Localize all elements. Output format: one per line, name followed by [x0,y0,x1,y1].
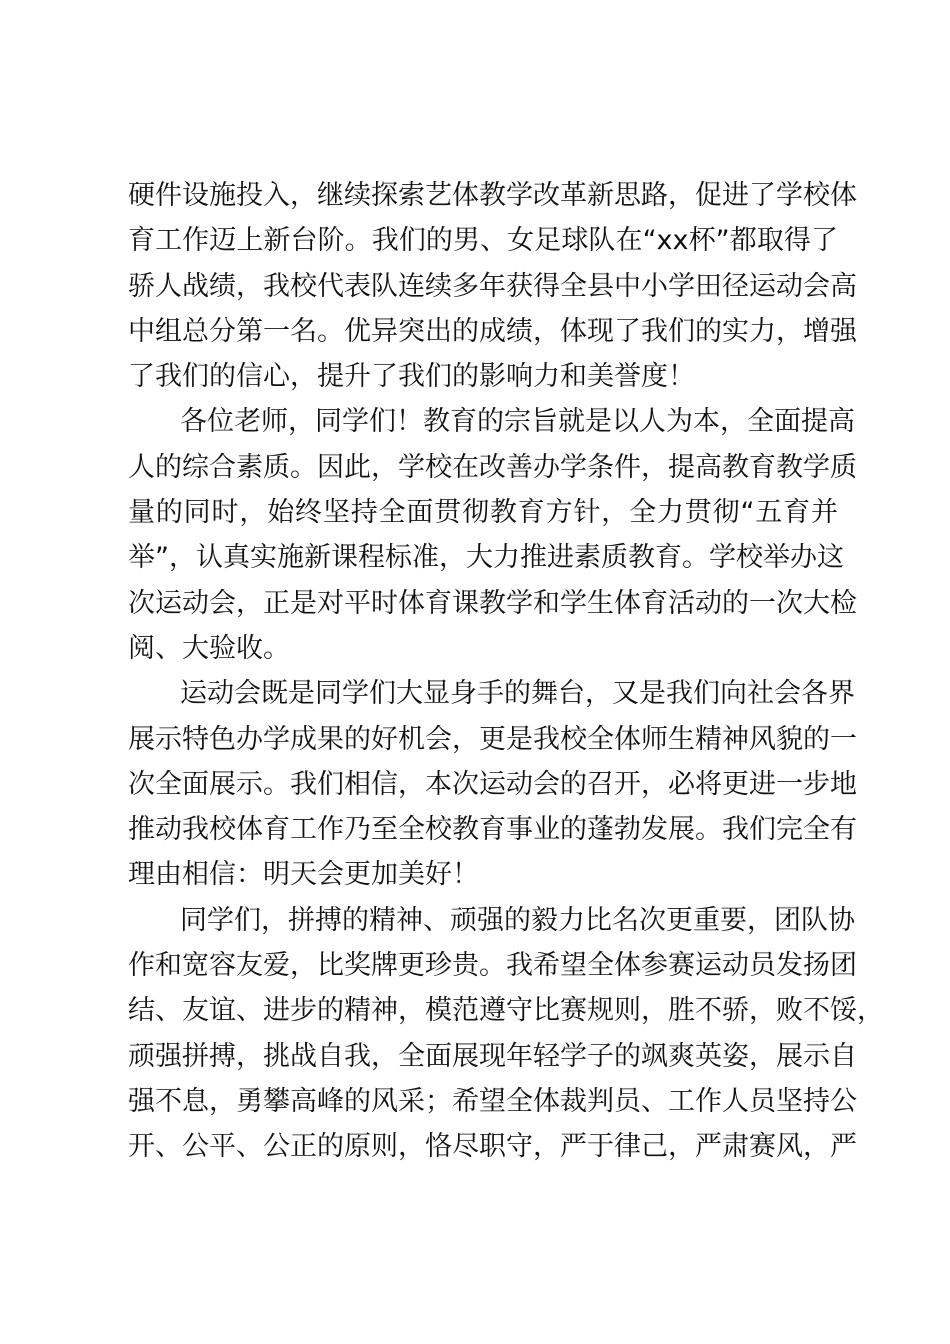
text-line: 举”，认真实施新课程标准，大力推进素质教育。学校举办这 [128,542,844,574]
text-line: 次运动会，正是对平时体育课教学和学生体育活动的一次大检 [128,587,857,619]
text-line: 顽强拼搏，挑战自我，全面展现年轻学子的飒爽英姿，展示自 [128,1040,857,1072]
paragraph-first-line: 运动会既是同学们大显身手的舞台，又是我们向社会各界 [180,678,855,710]
paragraph-first-line: 同学们，拼搏的精神、顽强的毅力比名次更重要，团队协 [180,904,855,936]
text-line: 骄人战绩，我校代表队连续多年获得全县中小学田径运动会高 [128,270,857,302]
text-line: 阅、大验收。 [128,632,290,664]
text-line: 结、友谊、进步的精神，模范遵守比赛规则，胜不骄，败不馁， [128,995,884,1027]
text-line: 强不息，勇攀高峰的风采；希望全体裁判员、工作人员坚持公 [128,1085,857,1117]
text-line: 理由相信：明天会更加美好！ [128,859,479,891]
text-line: 作和宽容友爱，比奖牌更珍贵。我希望全体参赛运动员发扬团 [128,950,857,982]
text-line: 硬件设施投入，继续探索艺体教学改革新思路，促进了学校体 [128,180,857,211]
text-line: 育工作迈上新台阶。我们的男、女足球队在“xx杯”都取得了 [128,225,838,257]
text-line: 了我们的信心，提升了我们的影响力和美誉度！ [128,361,695,393]
text-line: 推动我校体育工作乃至全校教育事业的蓬勃发展。我们完全有 [128,814,857,846]
text-line: 中组总分第一名。优异突出的成绩，体现了我们的实力，增强 [128,315,857,347]
text-line: 量的同时，始终坚持全面贯彻教育方针，全力贯彻“五育并 [128,497,838,529]
text-line: 开、公平、公正的原则，恪尽职守，严于律己，严肃赛风，严 [128,1131,857,1163]
text-line: 展示特色办学成果的好机会，更是我校全体师生精神风貌的一 [128,723,857,755]
paragraph-first-line: 各位老师，同学们！教育的宗旨就是以人为本，全面提高 [180,406,855,438]
speech-body-text [128,173,884,1170]
text-line: 人的综合素质。因此，学校在改善办学条件，提高教育教学质 [128,451,857,483]
text-line: 次全面展示。我们相信，本次运动会的召开，必将更进一步地 [128,768,857,800]
